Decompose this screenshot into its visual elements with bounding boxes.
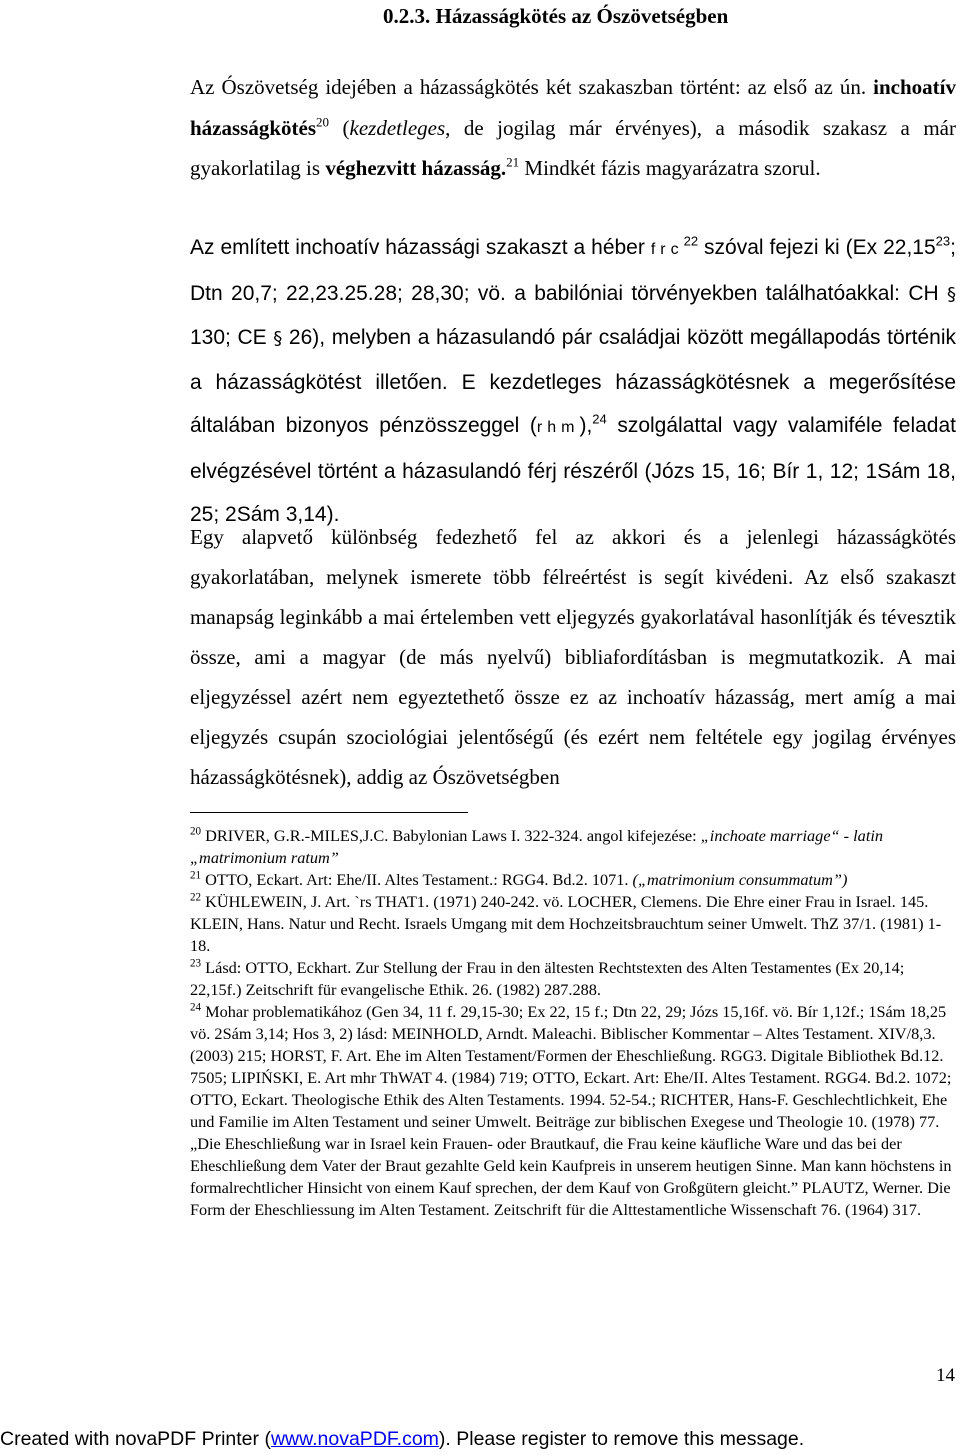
footnote-21: $^{21}$ OTTO, Eckart. Art: Ehe/II. Altes Testament.: RGG4. Bd.2. 1071. („matrimonium consummatum”) — [190, 869, 848, 889]
term-inchoative-marriage: inchoatív házasságkötés — [190, 75, 956, 140]
footnote-24: $^{24}$ Mohar problematikához (Gen 34, 11 f. 29,15-30; Ex 22, 15 f.; Dtn 22, 29; Józs 15,16f. vö. Bír 1,12f.; 1Sám 18,25 vö. 2Sám 3,14; Hos 3, 2) lásd: MEINHOLD, Arndt. Maleachi. Biblischer Kommentar – Altes Testament. XIV/8,3. (2003) 215; HORST, F. Art. Ehe im Alten Testament/Formen der Eheschließung. RGG3. Digitale Bibliothek Bd.12. 7505; LIPIŃSKI, E. Art mhr ThWAT 4. (1984) 719; OTTO, Eckart. Art: Ehe/II. Altes Testament. RGG4. Bd.2. 1072; OTTO, Eckart. Theologische Ethik des Alten Testaments. 1994. 52-54.; RICHTER, Hans-F. Geschlechtlichkeit, Ehe und Familie im Alten Testament und seiner Umwelt. Beiträge zur biblischen Exegese und Theologie 10. (1978) 77. — [190, 1001, 952, 1131]
novapdf-link[interactable]: www.novaPDF.com — [270, 1428, 439, 1450]
footnote-23: $^{23}$ Lásd: OTTO, Eckhart. Zur Stellung der Frau in den ältesten Rechtstexten des Alten Testamentes (Ex 20,14; 22,15f.) Zeitschrift für evangelische Ethik. 26. (1982) 287.288. — [190, 957, 905, 999]
footnote-divider — [190, 812, 468, 813]
footnotes — [190, 825, 956, 1221]
hebrew-word-mohar: rhm — [536, 419, 580, 436]
hebrew-word-transliteration: frc — [650, 241, 684, 258]
page-number: 14 — [936, 1365, 955, 1386]
paragraph-2: Az említett inchoatív házassági szakaszt a héber frc$^{22}$ szóval fejezi ki (Ex 22,15$^{23}$; Dtn 20,7; 22,23.25.28; 28,30; vö. a babilóniai törvényekben találhatóakkal: CH § 130; CE § 26), melyben a házasulandó pár családjai között megállapodás történik a házasságkötést illetően. E kezdetleges házasságkötésnek a megerősítése általában bizonyos pénzösszeggel (rhm),$^{24}$ szolgálattal vagy valamiféle feladat elvégzésével történt a házasulandó férj részéről (Józs 15, 16; Bír 1, 12; 1Sám 18, 25; 2Sám 3,14). — [190, 233, 956, 526]
section-sign: § — [947, 283, 956, 305]
section-sign: § — [273, 328, 283, 349]
footnote-ref-23: 23 — [935, 233, 951, 249]
footnote-ref-21: 21 — [506, 154, 520, 170]
footnote-ref-24: 24 — [592, 411, 607, 427]
footnote-ref-20: 20 — [316, 114, 330, 130]
footnote-ref-22: 22 — [683, 233, 699, 249]
section-heading: 0.2.3. Házasságkötés az Ószövetségben — [383, 4, 729, 28]
term-consummated-marriage: véghezvitt házasság. — [325, 156, 507, 180]
paragraph-3: Egy alapvető különbség fedezhető fel az akkori és a jelenlegi házasságkötés gyakorlatában, melynek ismerete több félreértést is segít kivédeni. Az első szakaszt manapság leginkább a mai értelemben vett eljegyzés gyakorlatával hasonlítják és tévesztik össze, ami a magyar (de más nyelvű) bibliafordításban is megmutatkozik. A mai eljegyzéssel azért nem egyeztethető össze ez az inchoatív házasság, mert amíg a mai eljegyzés csupán szociológiai jelentőségű (és ezért nem feltétele egy jogilag érvényes házasságkötésnek), addig az Ószövetségben — [190, 525, 956, 789]
paragraph-1: Az Ószövetség idejében a házasságkötés két szakaszban történt: az első az ún. inchoatív házasságkötés$^{20}$ (kezdetleges, de jogilag már érvényes), a második szakasz a már gyakorlatilag is véghezvitt házasság.$^{21}$ Mindkét fázis magyarázatra szorul. — [190, 75, 956, 180]
footnote-22: $^{22}$ KÜHLEWEIN, J. Art. `rs THAT1. (1971) 240-242. vö. LOCHER, Clemens. Die Ehre einer Frau in Israel. 145. KLEIN, Hans. Natur und Recht. Israels Umgang mit dem Hochzeitsbrauchtum seiner Umwelt. ThZ 37/1. (1981) 1-18. — [190, 891, 942, 955]
footnote-20: $^{20}$ DRIVER, G.R.-MILES,J.C. Babylonian Laws I. 322-324. angol kifejezése: „inchoate marriage“ - latin „matrimonium ratum” — [190, 825, 884, 867]
pdf-printer-banner: Created with novaPDF Printer (www.novaPDF.com). Please register to remove this message. — [0, 1428, 805, 1450]
footnote-24-quote: „Die Eheschließung war in Israel kein Frauen- oder Brautkauf, die Frau keine käufliche Ware und das bei der Eheschließung dem Vater der Braut gezahlte Geld kein Kaufpreis in unserem heutigen Sinne. Man kann höchstens in formalrechtlicher Hinsicht von einem Kauf sprechen, der dem Kauf von Großgütern gleicht.” PLAUTZ, Werner. Die Form der Eheschliessung im Alten Testament. Zeitschrift für die Alttestamentliche Wissenschaft 76. (1964) 317. — [190, 1134, 952, 1219]
